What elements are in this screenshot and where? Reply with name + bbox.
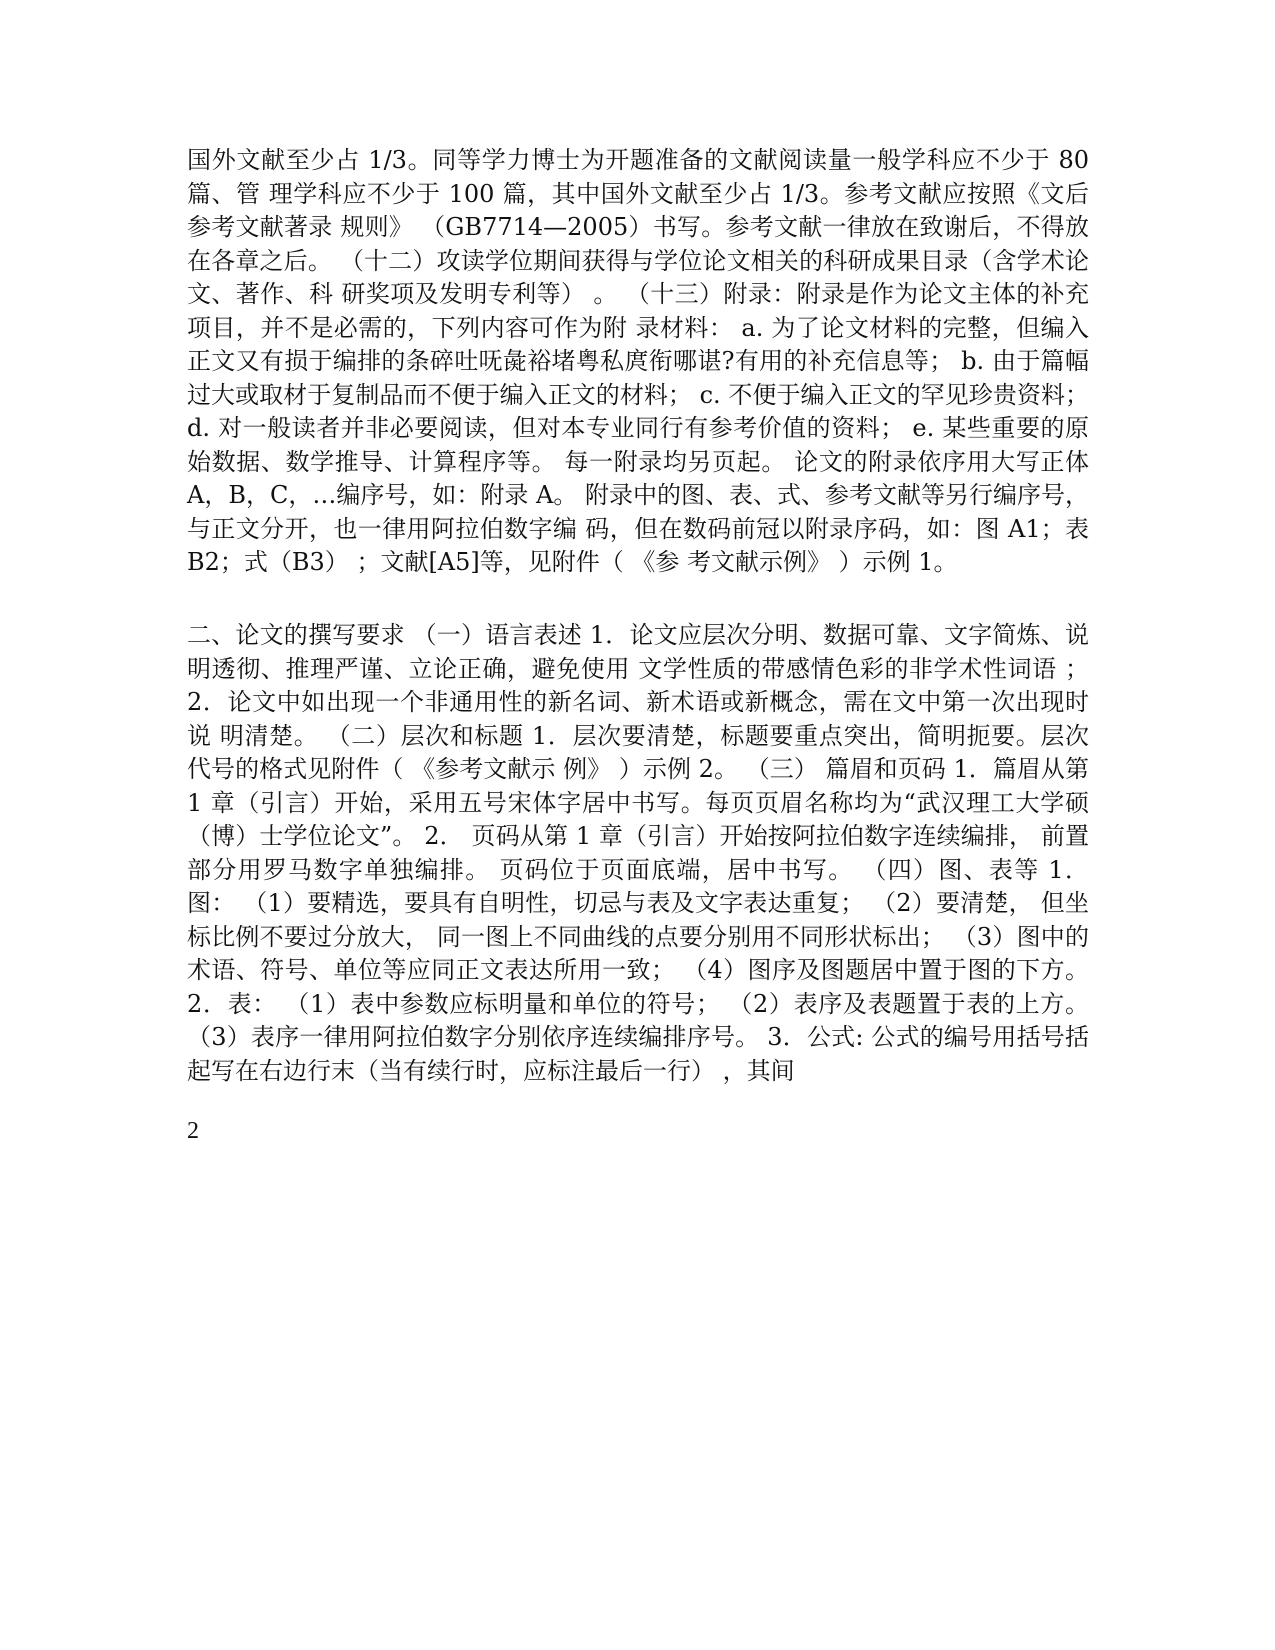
page-number: 2 bbox=[187, 1118, 199, 1144]
body-paragraph-writing-requirements: 二、论文的撰写要求 （一）语言表述 1．论文应层次分明、数据可靠、文字简炼、说明透彻、推理严谨、立论正确，避免使用 文学性质的带感情色彩的非学术性词语 ； 2．论文中如出现一个非通用性的新名词、新术语或新概念，需在文中第一次出现时说 明清楚。 （二）层次和标题 1．层次要清楚，标题要重点突出，简明扼要。层次代号的格式见附件（ 《参考文献示 例》 ）示例 2。 （三） 篇眉和页码 1．篇眉从第 1 章（引言）开始，采用五号宋体字居中书写。每页页眉名称均为“武汉理工大学硕（博）士学位论文”。 2． 页码从第 1 章（引言）开始按阿拉伯数字连续编排， 前置部分用罗马数字单独编排。 页码位于页面底端，居中书写。 （四）图、表等 1．图： （1）要精选，要具有自明性，切忌与表及文字表达重复； （2）要清楚， 但坐标比例不要过分放大， 同一图上不同曲线的点要分别用不同形状标出； （3）图中的术语、符号、单位等应同正文表达所用一致； （4）图序及图题居中置于图的下方。 2．表： （1）表中参数应标明量和单位的符号； （2）表序及表题置于表的上方。 （3）表序一律用阿拉伯数字分别依序连续编排序号。 3．公式: 公式的编号用括号括起写在右边行末（当有续行时，应标注最后一行） ，其间 bbox=[187, 621, 1089, 1085]
body-paragraph-appendix: 国外文献至少占 1/3。同等学力博士为开题准备的文献阅读量一般学科应不少于 80 篇、管 理学科应不少于 100 篇，其中国外文献至少占 1/3。参考文献应按照《文后参考文献著录 规则》 （GB7714—2005）书写。参考文献一律放在致谢后，不得放在各章之后。 （十二）攻读学位期间获得与学位论文相关的科研成果目录（含学术论文、著作、科 研奖项及发明专利等） 。 （十三）附录：附录是作为论文主体的补充项目，并不是必需的，下列内容可作为附 录材料： a. 为了论文材料的完整，但编入正文又有损于编排的条碎吐呒彘裕堵粤私庹衔哪谌?有用的补充信息等； b. 由于篇幅过大或取材于复制品而不便于编入正文的材料； c. 不便于编入正文的罕见珍贵资料； d. 对一般读者并非必要阅读，但对本专业同行有参考价值的资料； e. 某些重要的原始数据、数学推导、计算程序等。 每一附录均另页起。 论文的附录依序用大写正体 A，B，C，…编序号，如：附录 A。 附录中的图、表、式、参考文献等另行编序号，与正文分开，也一律用阿拉伯数字编 码，但在数码前冠以附录序码，如：图 A1；表 B2；式（B3） ；文献[A5]等，见附件（ 《参 考文献示例》 ）示例 1。 bbox=[187, 146, 1089, 576]
